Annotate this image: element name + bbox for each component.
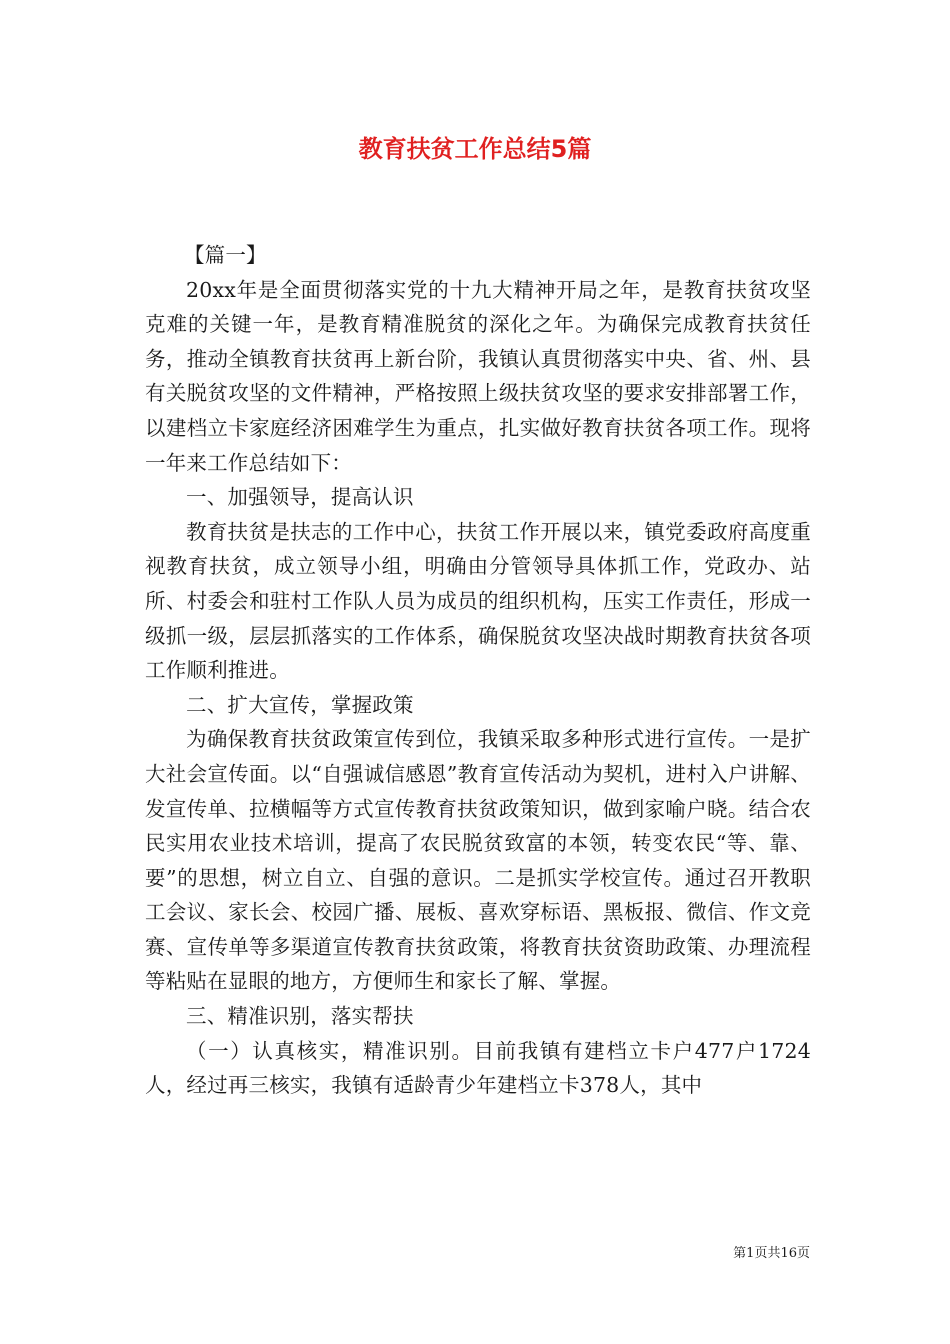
section-heading-1: 一、加强领导，提高认识	[186, 485, 414, 510]
paragraph-identification: （一）认真核实，精准识别。目前我镇有建档立卡户477户1724人，经过再三核实，我镇有适龄青少年建档立卡378人，其中	[145, 1038, 811, 1098]
paragraph-publicity: 为确保教育扶贫政策宣传到位，我镇采取多种形式进行宣传。一是扩大社会宣传面。以“自强诚信感恩”教育宣传活动为契机，进村入户讲解、发宣传单、拉横幅等方式宣传教育扶贫政策知识，做到家喻户晓。结合农民实用农业技术培训，提高了农民脱贫致富的本领，转变农民“等、靠、要”的思想，树立自立、自强的意识。二是抓实学校宣传。通过召开教职工会议、家长会、校园广播、展板、喜欢穿标语、黑板报、微信、作文竞赛、宣传单等多渠道宣传教育扶贫政策，将教育扶贫资助政策、办理流程等粘贴在显眼的地方，方便师生和家长了解、掌握。	[145, 727, 811, 994]
paragraph-leadership: 教育扶贫是扶志的工作中心，扶贫工作开展以来，镇党委政府高度重视教育扶贫，成立领导小组，明确由分管领导具体抓工作，党政办、站所、村委会和驻村工作队人员为成员的组织机构，压实工作责任，形成一级抓一级，层层抓落实的工作体系，确保脱贫攻坚决战时期教育扶贫各项工作顺利推进。	[145, 519, 811, 683]
section-marker: 【篇一】	[183, 243, 267, 267]
document-body	[145, 238, 811, 1103]
intro-paragraph: 20xx年是全面贯彻落实党的十九大精神开局之年，是教育扶贫攻坚克难的关键一年，是教育精准脱贫的深化之年。为确保完成教育扶贫任务，推动全镇教育扶贫再上新台阶，我镇认真贯彻落实中央、省、州、县有关脱贫攻坚的文件精神，严格按照上级扶贫攻坚的要求安排部署工作，以建档立卡家庭经济困难学生为重点，扎实做好教育扶贫各项工作。现将一年来工作总结如下：	[145, 277, 811, 475]
section-heading-3: 三、精准识别，落实帮扶	[186, 1004, 414, 1029]
document-title: 教育扶贫工作总结5篇	[358, 135, 592, 163]
section-heading-2: 二、扩大宣传，掌握政策	[186, 692, 414, 717]
page-number: 第1页共16页	[733, 1246, 810, 1261]
